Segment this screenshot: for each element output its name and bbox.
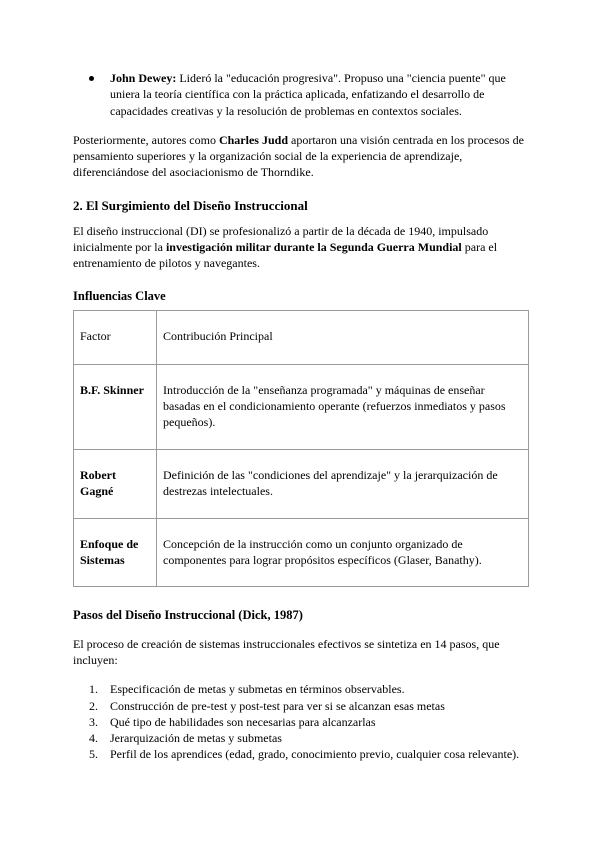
list-item xyxy=(73,730,529,746)
list-item xyxy=(73,681,529,697)
bullet-item-dewey xyxy=(73,70,529,119)
steps-intro: El proceso de creación de sistemas instruccionales efectivos se sintetiza en 14 pasos, que incluyen: xyxy=(73,636,500,667)
section-2-heading: 2. El Surgimiento del Diseño Instruccional xyxy=(73,197,308,213)
contribution-cell: Concepción de la instrucción como un conjunto organizado de componentes para lograr propósitos específicos (Glaser, Banathy). xyxy=(157,518,529,586)
bullet-list xyxy=(73,70,529,119)
table-header-row xyxy=(74,310,529,364)
list-item xyxy=(73,746,529,762)
bullet-dot-icon xyxy=(89,76,94,81)
bullet-name: John Dewey: xyxy=(110,71,177,85)
para2-post: para el entrenamiento de pilotos y navegantes. xyxy=(73,240,498,271)
list-item xyxy=(73,714,529,730)
factor-cell: B.F. Skinner xyxy=(74,364,157,449)
contribution-cell: Definición de las "condiciones del aprendizaje" y la jerarquización de destrezas intelectuales. xyxy=(157,449,529,518)
step-number: 5. xyxy=(89,747,98,762)
para1-bold: Charles Judd xyxy=(218,132,288,147)
page-content xyxy=(73,70,529,763)
step-text: Jerarquización de metas y submetas xyxy=(110,731,282,746)
step-text: Perfil de los aprendices (edad, grado, conocimiento previo, cualquier cosa relevante). xyxy=(110,747,520,762)
table-row xyxy=(74,518,529,586)
table-row xyxy=(74,449,529,518)
para2-pre: El diseño instruccional (DI) se profesionalizó a partir de la década de 1940, impulsado inicialmente por la xyxy=(73,223,489,255)
step-number: 4. xyxy=(89,731,98,746)
table-row xyxy=(74,364,529,449)
header-contribution: Contribución Principal xyxy=(157,310,529,364)
step-text: Qué tipo de habilidades son necesarias para alcanzarlas xyxy=(110,714,376,729)
steps-list xyxy=(73,681,529,762)
bullet-text: Lideró la "educación progresiva". Propuso una "ciencia puente" que uniera la teoría científica con la práctica aplicada, enfatizando el desarrollo de capacidades creativas y la resolución de problemas en contextos sociales. xyxy=(110,71,506,118)
para1-pre: Posteriormente, autores como xyxy=(73,132,219,147)
contribution-cell: Introducción de la "enseñanza programada" y máquinas de enseñar basadas en el condicionamiento operante (refuerzos inmediatos y pasos pequeños). xyxy=(157,364,529,449)
step-number: 1. xyxy=(89,682,98,697)
para2-bold: investigación militar durante la Segunda Guerra Mundial xyxy=(165,240,462,255)
influences-heading: Influencias Clave xyxy=(73,288,166,303)
step-text: Construcción de pre-test y post-test para ver si se alcanzan esas metas xyxy=(110,698,445,713)
factor-cell: Robert Gagné xyxy=(74,449,157,518)
list-item xyxy=(73,698,529,714)
header-factor: Factor xyxy=(74,310,157,364)
step-number: 3. xyxy=(89,714,98,729)
factor-cell: Enfoque de Sistemas xyxy=(74,518,157,586)
step-text: Especificación de metas y submetas en términos observables. xyxy=(110,682,405,697)
influences-table xyxy=(73,310,529,587)
paragraph-di-origin xyxy=(73,223,529,272)
step-number: 2. xyxy=(89,698,98,713)
steps-heading: Pasos del Diseño Instruccional (Dick, 1987) xyxy=(73,607,303,622)
paragraph-judd xyxy=(73,132,529,181)
para1-post: aportaron una visión centrada en los procesos de pensamiento superiores y la organización social de la experiencia de aprendizaje, diferenciándose del asociacionismo de Thorndike. xyxy=(73,132,524,180)
